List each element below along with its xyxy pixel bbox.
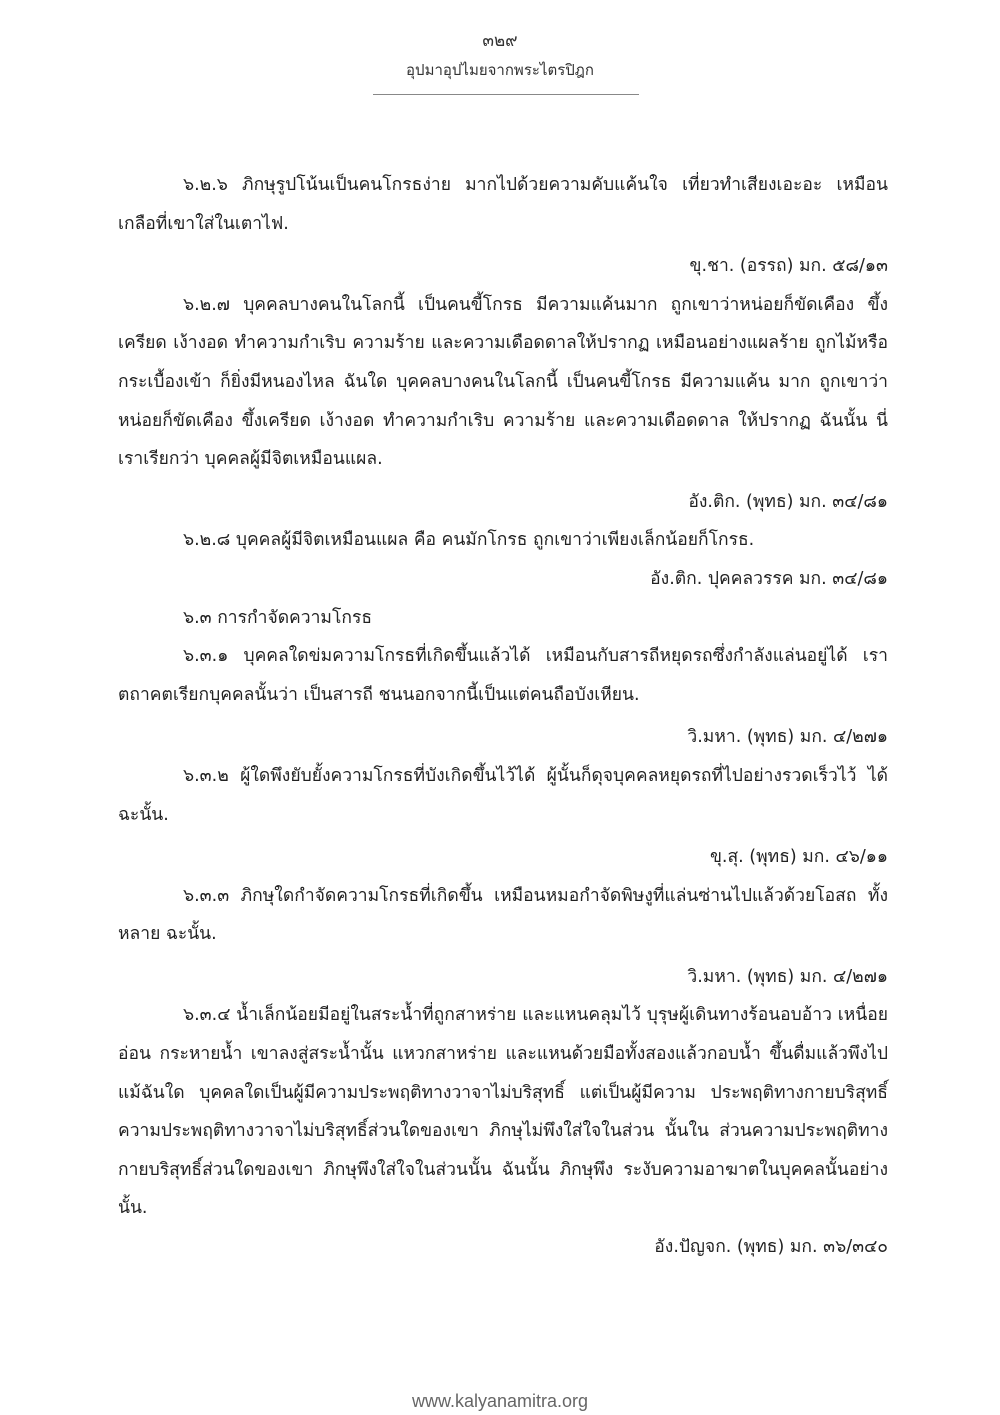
reference-6-3-3: วิ.มหา. (พุทธ) มก. ๔/๒๗๑ [687, 966, 888, 987]
reference-6-3-1: วิ.มหา. (พุทธ) มก. ๔/๒๗๑ [687, 727, 888, 748]
footer-website-link[interactable]: www.kalyanamitra.org [411, 1391, 589, 1411]
reference-6-2-6: ขุ.ชา. (อรรถ) มก. ๕๘/๑๓ [689, 256, 888, 277]
page-header [0, 30, 1000, 80]
paragraph-6-2-8: ๖.๒.๘ บุคคลผู้มีจิตเหมือนแผล คือ คนมักโกรธ ถูกเขาว่าเพียงเล็กน้อยก็โกรธ. [183, 530, 755, 551]
paragraph-6-3-3: ๖.๓.๓ ภิกษุใดกำจัดความโกรธที่เกิดขึ้น เหมือนหมอกำจัดพิษงูที่แล่นซ่านไปแล้วด้วยโอสถ ทั้งหลาย ฉะนั้น. [118, 885, 888, 945]
reference-6-3-4: อัง.ปัญจก. (พุทธ) มก. ๓๖/๓๔๐ [654, 1237, 888, 1258]
page-number: ๓๒๙ [482, 31, 518, 51]
reference-6-2-7: อัง.ติก. (พุทธ) มก. ๓๔/๘๑ [688, 491, 888, 512]
paragraph-6-3-1: ๖.๓.๑ บุคคลใดข่มความโกรธที่เกิดขึ้นแล้วได้ เหมือนกับสารถีหยุดรถซึ่งกำลังแล่นอยู่ได้ เราตถาคตเรียกบุคคลนั้นว่า เป็นสารถี ชนนอกจากนี้เป็นแต่คนถือบังเหียน. [118, 646, 888, 705]
header-divider [373, 94, 639, 95]
book-title: อุปมาอุปไมยจากพระไตรปิฎก [406, 61, 594, 79]
paragraph-6-3-2: ๖.๓.๒ ผู้ใดพึงยับยั้งความโกรธที่บังเกิดขึ้นไว้ได้ ผู้นั้นก็ดุจบุคคลหยุดรถที่ไปอย่างรวดเร็วไว้ ได้ ฉะนั้น. [118, 765, 888, 825]
paragraph-6-2-7: ๖.๒.๗ บุคคลบางคนในโลกนี้ เป็นคนขี้โกรธ มีความแค้นมาก ถูกเขาว่าหน่อยก็ขัดเคือง ขึ้งเครียด เง้างอด ทำความกำเริบ ความร้าย และความเดือดดาลให้ปรากฏ เหมือนอย่างแผลร้าย ถูกไม้หรือกระเบื้องเข้า ก็ยิ่งมีหนองไหล ฉันใด บุคคลบางคนในโลกนี้ เป็นคนขี้โกรธ มีความแค้น มาก ถูกเขาว่าหน่อยก็ขัดเคือง ขึ้งเครียด เง้างอด ทำความกำเริบ ความร้าย และความเดือดดาล ให้ปรากฏ ฉันนั้น นี่เราเรียกว่า บุคคลผู้มีจิตเหมือนแผล. [118, 294, 888, 470]
reference-6-3-2: ขุ.สุ. (พุทธ) มก. ๔๖/๑๑ [709, 847, 888, 868]
section-heading-6-3: ๖.๓ การกำจัดความโกรธ [183, 607, 373, 628]
paragraph-6-2-6: ๖.๒.๖ ภิกษุรูปโน้นเป็นคนโกรธง่าย มากไปด้วยความคับแค้นใจ เที่ยวทำเสียงเอะอะ เหมือนเกลือที่เขาใส่ในเตาไฟ. [118, 175, 888, 234]
page-body [118, 166, 888, 1267]
reference-6-2-8: อัง.ติก. ปุคคลวรรค มก. ๓๔/๘๑ [650, 568, 888, 589]
paragraph-6-3-4: ๖.๓.๔ น้ำเล็กน้อยมีอยู่ในสระน้ำที่ถูกสาหร่าย และแหนคลุมไว้ บุรุษผู้เดินทางร้อนอบอ้าว เหนื่อยอ่อน กระหายน้ำ เขาลงสู่สระน้ำนั้น แหวกสาหร่าย และแหนด้วยมือทั้งสองแล้วกอบน้ำ ขึ้นดื่มแล้วพึงไป แม้ฉันใด บุคคลใดเป็นผู้มีความประพฤติทางวาจาไม่บริสุทธิ์ แต่เป็นผู้มีความ ประพฤติทางกายบริสุทธิ์ ความประพฤติทางวาจาไม่บริสุทธิ์ส่วนใดของเขา ภิกษุไม่พึงใส่ใจในส่วน นั้นใน ส่วนความประพฤติทางกายบริสุทธิ์ส่วนใดของเขา ภิกษุพึงใส่ใจในส่วนนั้น ฉันนั้น ภิกษุพึง ระงับความอาฆาตในบุคคลนั้นอย่างนั้น. [118, 1005, 888, 1219]
